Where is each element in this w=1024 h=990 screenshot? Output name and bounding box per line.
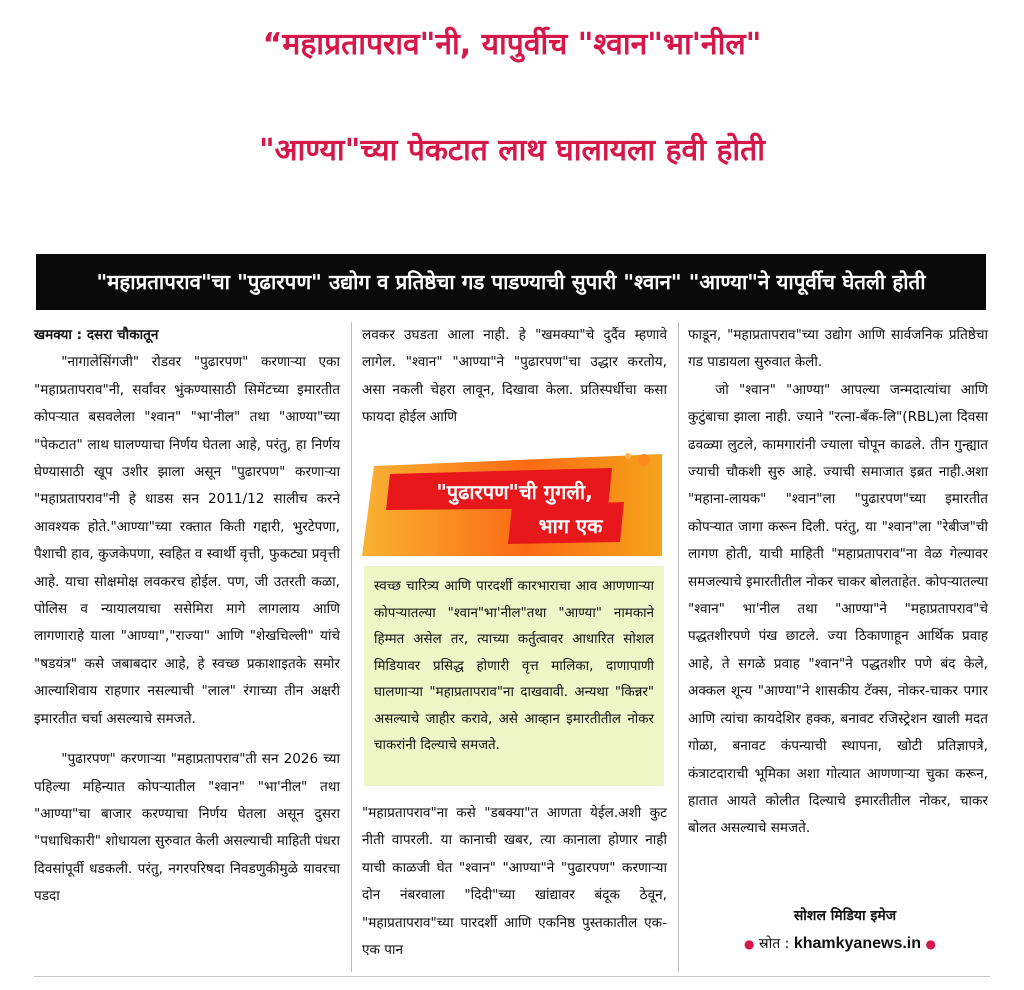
image-credit: सोशल मिडिया इमेज: [793, 908, 897, 924]
headline-line-2: "आण्या"च्या पेकटात लाथ घालायला हवी होती: [258, 133, 766, 168]
column-divider: [678, 322, 679, 972]
paragraph: "पुढारपण" करणाऱ्या "महाप्रतापराव"ती सन 2026 च्या पहिल्या महिन्यात कोपऱ्यातील "श्वान" "भा'नील" तथा "आण्या"चा बाजार करण्याचा निर्णय घेतला असून दुसरा "पधाधिकारी" शोधायला सुरुवात केली असल्याची माहिती पंधरा दिवसांपूर्वी धडकली. परंतु, नगरपरिषदा निवडणुकीमुळे यावरचा पडदा: [34, 751, 340, 905]
bottom-rule: [34, 976, 990, 977]
paragraph: "महाप्रतापराव"ना कसे "डबक्या"त आणता येईल.अशी कुट नीती वापरली. या कानाची खबर, त्या कानाला होणार नाही याची काळजी घेत "श्वान" "आण्या"ने "पुढारपण" करणाऱ्या दोन नंबरवाला "दिदी"च्या खांद्यावर बंदूक ठेवून, "महाप्रतापराव"च्या पारदर्शी आणि एकनिष्ठ पुस्तकातील एक-एक पान: [362, 805, 667, 959]
article-column-3: [688, 322, 988, 843]
source-line: [690, 934, 990, 953]
bullet-dot-icon: ●: [925, 937, 936, 951]
column-divider: [351, 322, 352, 972]
decor-dot: [638, 454, 650, 466]
article-column-1: [34, 322, 340, 911]
source-label: स्रोत :: [758, 936, 790, 952]
byline: खमक्या : दसरा चौकातून: [34, 327, 159, 343]
graphic-title: "पुढारपण"ची गुगली,: [436, 480, 593, 504]
headline-line-1: “महाप्रतापराव"नी, यापुर्वीच "श्वान"भा'नील": [262, 27, 762, 62]
quote-text: स्वच्छ चारित्र्य आणि पारदर्शी कारभाराचा आव आणणाऱ्या कोपऱ्यातल्या "श्वान"भा'नील"तथा "आण्या" नामकाने हिम्मत असेल तर, त्याच्या कर्तुत्वावर आधारित सोशल मिडियावर प्रसिद्ध होणारी वृत्त मालिका, दाणापाणी घालणाऱ्या "महाप्रतापराव"ना दाखवावी. अन्यथा "किन्नर" असल्याचे जाहीर करावे, असे आव्हान इमारतीतील नोकर चाकरांनी दिल्याचे समजते.: [374, 579, 654, 753]
decor-dot: [625, 453, 631, 459]
article-column-2: [362, 322, 667, 432]
article-column-2-continued: [362, 800, 667, 964]
banner-text: "महाप्रतापराव"चा "पुढारपण" उद्योग व प्रतिष्ठेचा गड पाडण्याची सुपारी "श्वान" "आण्या"ने यापूर्वीच घेतली होती: [96, 270, 926, 294]
graphic-subtitle: भाग एक: [538, 514, 603, 538]
paragraph: फाडून, "महाप्रतापराव"च्या उद्योग आणि सार्वजनिक प्रतिष्ठेचा गड पाडायला सुरुवात केली.: [688, 327, 988, 371]
subheadline-banner: [36, 254, 986, 310]
source-site-link[interactable]: khamkyanews.in: [793, 935, 921, 952]
highlight-quote-box: [364, 566, 664, 786]
paragraph: "नागालेसिंगजी" रोडवर "पुढारपण" करणाऱ्या एका "महाप्रतापराव"नी, सर्वांवर भुंकण्यासाठी सिमेंटच्या इमारतीत कोपऱ्यात बसवलेला "श्वान" "भा'नील" तथा "आण्या"च्या "पेकटात" लाथ घालण्याचा निर्णय घेतला आहे, परंतु, हा निर्णय घेण्यासाठी खूप उशीर झाला असून "पुढारपण" करणाऱ्या "महाप्रतापराव"नी हे धाडस सन 2011/12 सालीच करने आवश्यक होते."आण्या"च्या रक्तात किती गद्दारी, भुरटेपणा, पैशाची हाव, कुजकेपणा, स्वहित व स्वार्थी वृत्ती, फुकट्या प्रवृत्ती आहे. याचा सोक्षमोक्ष लवकरच होईल. पण, जी उतरती कळा, पोलिस व न्यायालयाचा ससेमिरा मागे लागलाय आणि लागणाराहे याला "आण्या","राज्या" आणि "शेखचिल्ली" यांचे "षडयंत्र" कसे जबाबदार आहे, हे स्वच्छ प्रकाशाइतके समोर आल्याशिवाय राहणार नसल्याची "लाल" रंगाच्या तीन अक्षरी इमारतीत चर्चा असल्याचे समजते.: [34, 354, 340, 727]
bullet-dot-icon: ●: [744, 937, 755, 951]
series-title-graphic: [362, 444, 667, 559]
paragraph: जो "श्वान" "आण्या" आपल्या जन्मदात्यांचा आणि कुटुंबाचा झाला नाही. ज्याने "रत्ना-बँक-लि"(RBL)ला दिवसा ढवळ्या लुटले, कामगारांनी ज्याला चोपून काढले. तीन गुन्ह्यात ज्याची चौकशी सुरु आहे. ज्याची समाजात इब्रत नाही.अशा "महाना-लायक" "श्वान"ला "पुढारपण"च्या इमारतीत कोपऱ्यात जागा करून दिली. परंतु, या "श्वान"ला "रेबीज"ची लागण होती, याची माहिती "महाप्रतापराव"ना वेळ गेल्यावर समजल्याचे इमारतीतील नोकर चाकर बोलताहेत. कोपऱ्यातल्या "श्वान" भा'नील तथा "आण्या"ने "महाप्रतापराव"चे पद्धतशीरपणे पंख छाटले. ज्या ठिकाणाहून आर्थिक प्रवाह आहे, ते सगळे प्रवाह "श्वान"ने पद्धतशीर पणे बंद केले, अक्कल शून्य "आण्या"ने शासकीय टॅक्स, नोकर-चाकर पगार आणि त्यांचा कायदेशिर हक्क, बनावट रजिस्ट्रेशन खाली मदत गोळा, बनावट कंपन्याची स्थापना, खोटी प्रतिज्ञापत्रे, कंत्राटदाराची भूमिका अशा गोत्यात आणणाऱ्या चुका करून, हातात आयते कोलीत दिल्याचे इमारतीतील नोकर, चाकर बोलत असल्याचे समजते.: [688, 381, 988, 837]
paragraph: लवकर उघडता आला नाही. हे "खमक्या"चे दुर्दैव म्हणावे लागेल. "श्वान" "आण्या"ने "पुढारपण"चा उद्धार करतोय, असा नकली चेहरा लावून, दिखावा केला. प्रतिस्पर्धीचा कसा फायदा होईल आणि: [362, 327, 667, 426]
